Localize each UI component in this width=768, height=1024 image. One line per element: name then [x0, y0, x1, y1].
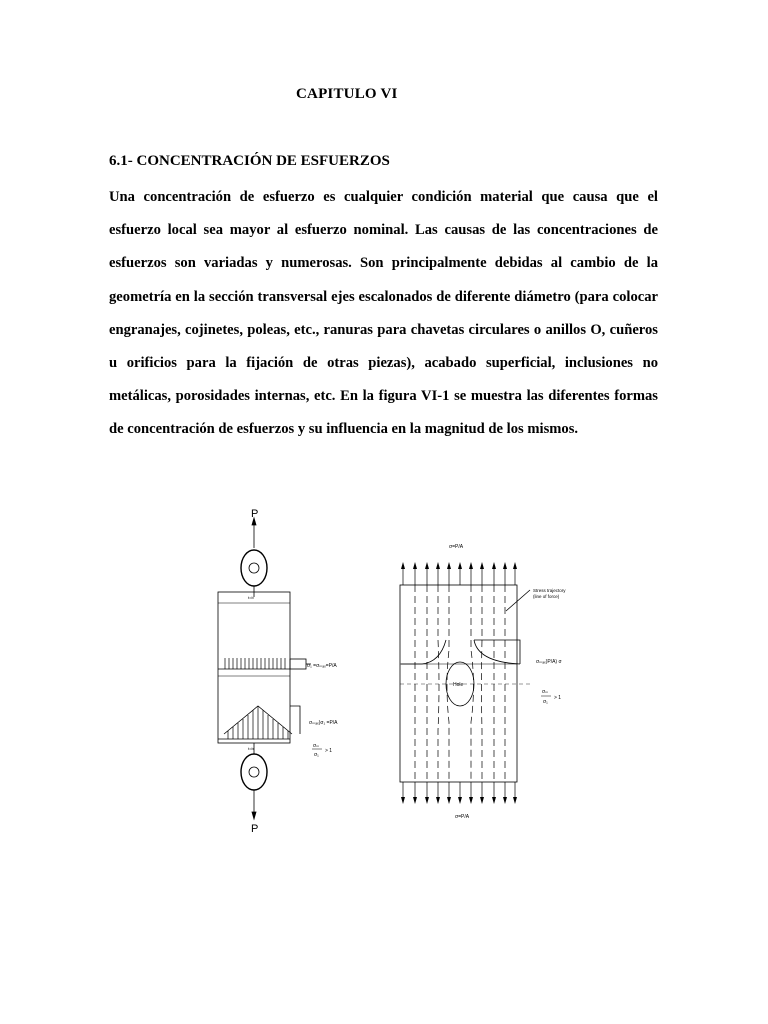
trajectory-note-line1: Stress trajectory: [533, 588, 566, 593]
right-ratio-relation: > 1: [554, 695, 562, 701]
hole-label: Hole: [453, 682, 464, 688]
right-bottom-stress-label: σ=P/A: [455, 814, 470, 820]
left-peak-stress-label: σₘₐₓ)σ₁ =P/A: [309, 720, 338, 726]
left-ratio-numerator: σₘ: [313, 743, 320, 749]
left-uniform-stress-label: σ₁ =σₘₐₓ=P/A: [307, 663, 337, 669]
section-heading: 6.1- CONCENTRACIÓN DE ESFUERZOS: [109, 153, 390, 169]
left-ratio-denominator: σ₁: [314, 752, 319, 758]
left-dim-bottom: t=b: [248, 746, 254, 751]
right-top-stress-label: σ=P/A: [449, 544, 464, 550]
right-peak-stress-label: σₘₐₓ)P/A) σ: [536, 659, 562, 665]
trajectory-note-line2: (line of force): [533, 594, 560, 599]
left-load-label-bottom: P: [251, 823, 259, 835]
right-plate-diagram: [400, 562, 532, 804]
left-bar-diagram: [218, 518, 311, 819]
left-dim-top: t=b: [248, 595, 254, 600]
left-ratio-relation: > 1: [325, 748, 333, 754]
right-ratio-denominator: σ₁: [543, 699, 548, 705]
chapter-title: CAPITULO VI: [296, 86, 398, 102]
body-paragraph: Una concentración de esfuerzo es cualquier condición material que causa que el esfuerzo local sea mayor al esfuerzo nominal. Las causas de las concentraciones de esfuerzos son variadas y numerosas. Son principalmente debidas al cambio de la geometría en la sección transversal ejes escalonados de diferente diámetro (para colocar engranajes, cojinetes, poleas, etc., ranuras para chavetas circulares o anillos O, cuñeros u orificios para la fijación de otras piezas), acabado superficial, inclusiones no metálicas, porosidades internas, etc. En la figura VI-1 se muestra las diferentes formas de concentración de esfuerzos y su influencia en la magnitud de los mismos.: [109, 189, 658, 438]
right-ratio-numerator: σₘ: [542, 689, 549, 695]
left-load-label-top: P: [251, 508, 259, 520]
